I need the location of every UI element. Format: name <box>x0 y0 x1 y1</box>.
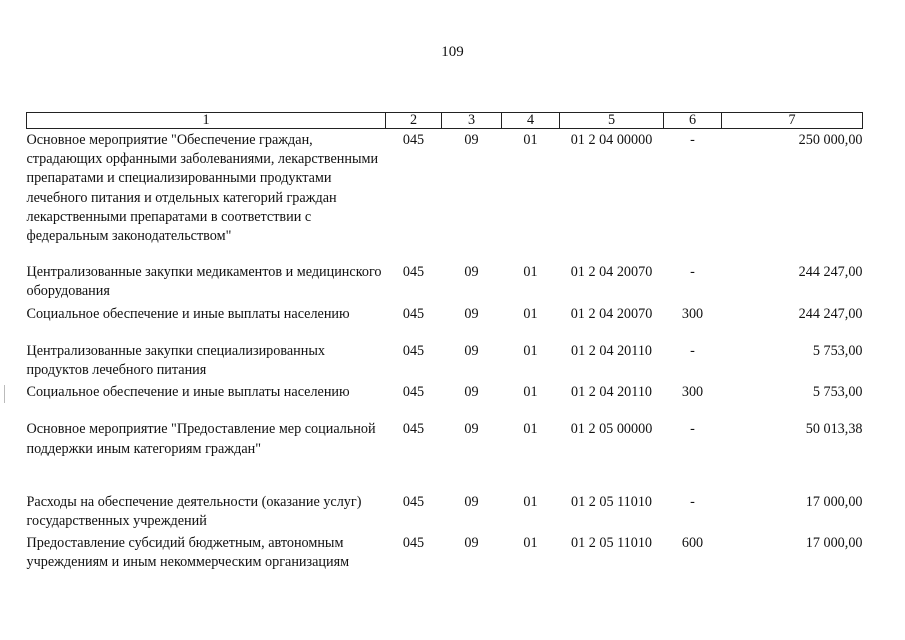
row-code: 045 <box>402 421 425 438</box>
row-subsection: 01 <box>523 132 538 148</box>
row-target-article: 01 2 04 20110 <box>570 342 653 359</box>
row-target-article: 01 2 05 00000 <box>570 421 653 438</box>
row-section: 09 <box>464 342 479 359</box>
row-name: Предоставление субсидий бюджетным, автономным учреждениям и иным некоммерческим организациям <box>26 535 350 571</box>
row-amount: 17 000,00 <box>805 493 863 510</box>
row-subsection: 01 <box>523 342 538 359</box>
column-header-1: 1 <box>27 113 386 129</box>
row-subsection: 01 <box>523 264 538 281</box>
row-subsection: 01 <box>523 305 538 322</box>
table-row <box>27 380 863 402</box>
row-section: 09 <box>464 421 479 438</box>
row-name: Централизованные закупки специализированных продуктов лечебного питания <box>26 342 325 379</box>
row-amount: 5 753,00 <box>812 342 863 359</box>
row-expense-type: 300 <box>681 384 704 401</box>
row-section: 09 <box>464 384 479 401</box>
row-target-article: 01 2 04 20070 <box>570 305 653 322</box>
row-section: 09 <box>464 535 479 552</box>
row-subsection: 01 <box>523 384 538 401</box>
row-subsection: 01 <box>523 493 538 510</box>
row-code: 045 <box>402 132 425 148</box>
table-row <box>27 459 863 531</box>
budget-table <box>26 112 863 573</box>
row-expense-type: - <box>690 132 695 148</box>
margin-mark <box>4 385 5 403</box>
row-name: Основное мероприятие "Предоставление мер социальной поддержки иным категориям граждан" <box>26 421 376 457</box>
row-section: 09 <box>464 493 479 510</box>
row-code: 045 <box>402 264 425 281</box>
row-name: Социальное обеспечение и иные выплаты населению <box>26 305 350 322</box>
row-section: 09 <box>464 305 479 322</box>
table-row <box>27 129 863 247</box>
row-name: Основное мероприятие "Обеспечение граждан, страдающих орфанными заболеваниями, лекарственными препаратами и специализированными продуктами лечебного питания и отдельных категорий граждан лекарственными препаратами в соответствии с федеральным законодательством" <box>26 132 379 245</box>
table-row <box>27 302 863 324</box>
row-target-article: 01 2 05 11010 <box>570 493 653 510</box>
row-amount: 250 000,00 <box>798 132 863 148</box>
row-amount: 244 247,00 <box>798 305 863 322</box>
column-header-3: 3 <box>442 113 502 129</box>
row-expense-type: - <box>690 493 695 510</box>
row-target-article: 01 2 04 20110 <box>570 384 653 401</box>
table-row <box>27 531 863 572</box>
column-header-6: 6 <box>664 113 722 129</box>
row-section: 09 <box>464 132 479 148</box>
row-expense-type: 600 <box>681 535 704 552</box>
row-subsection: 01 <box>523 421 538 438</box>
row-target-article: 01 2 04 20070 <box>570 264 653 281</box>
row-code: 045 <box>402 384 425 401</box>
column-header-5: 5 <box>560 113 664 129</box>
row-target-article: 01 2 04 00000 <box>570 132 653 148</box>
row-expense-type: - <box>690 264 695 281</box>
row-amount: 244 247,00 <box>798 264 863 281</box>
row-amount: 50 013,38 <box>805 421 863 438</box>
row-section: 09 <box>464 264 479 281</box>
row-name: Социальное обеспечение и иные выплаты населению <box>26 384 350 401</box>
table-row <box>27 402 863 458</box>
row-expense-type: 300 <box>681 305 704 322</box>
column-header-4: 4 <box>502 113 560 129</box>
row-code: 045 <box>402 305 425 322</box>
column-header-7: 7 <box>722 113 863 129</box>
row-name: Расходы на обеспечение деятельности (оказание услуг) государственных учреждений <box>26 493 362 530</box>
page-number: 109 <box>441 44 464 60</box>
column-header-2: 2 <box>386 113 442 129</box>
row-amount: 17 000,00 <box>805 535 863 552</box>
row-expense-type: - <box>690 421 695 438</box>
table-header-row <box>27 113 863 129</box>
row-code: 045 <box>402 535 425 552</box>
row-target-article: 01 2 05 11010 <box>570 535 653 552</box>
row-expense-type: - <box>690 342 695 359</box>
row-code: 045 <box>402 342 425 359</box>
table-row <box>27 324 863 380</box>
table-row <box>27 246 863 301</box>
row-amount: 5 753,00 <box>812 384 863 401</box>
row-subsection: 01 <box>523 535 538 552</box>
row-code: 045 <box>402 493 425 510</box>
row-name: Централизованные закупки медикаментов и медицинского оборудования <box>26 264 382 300</box>
